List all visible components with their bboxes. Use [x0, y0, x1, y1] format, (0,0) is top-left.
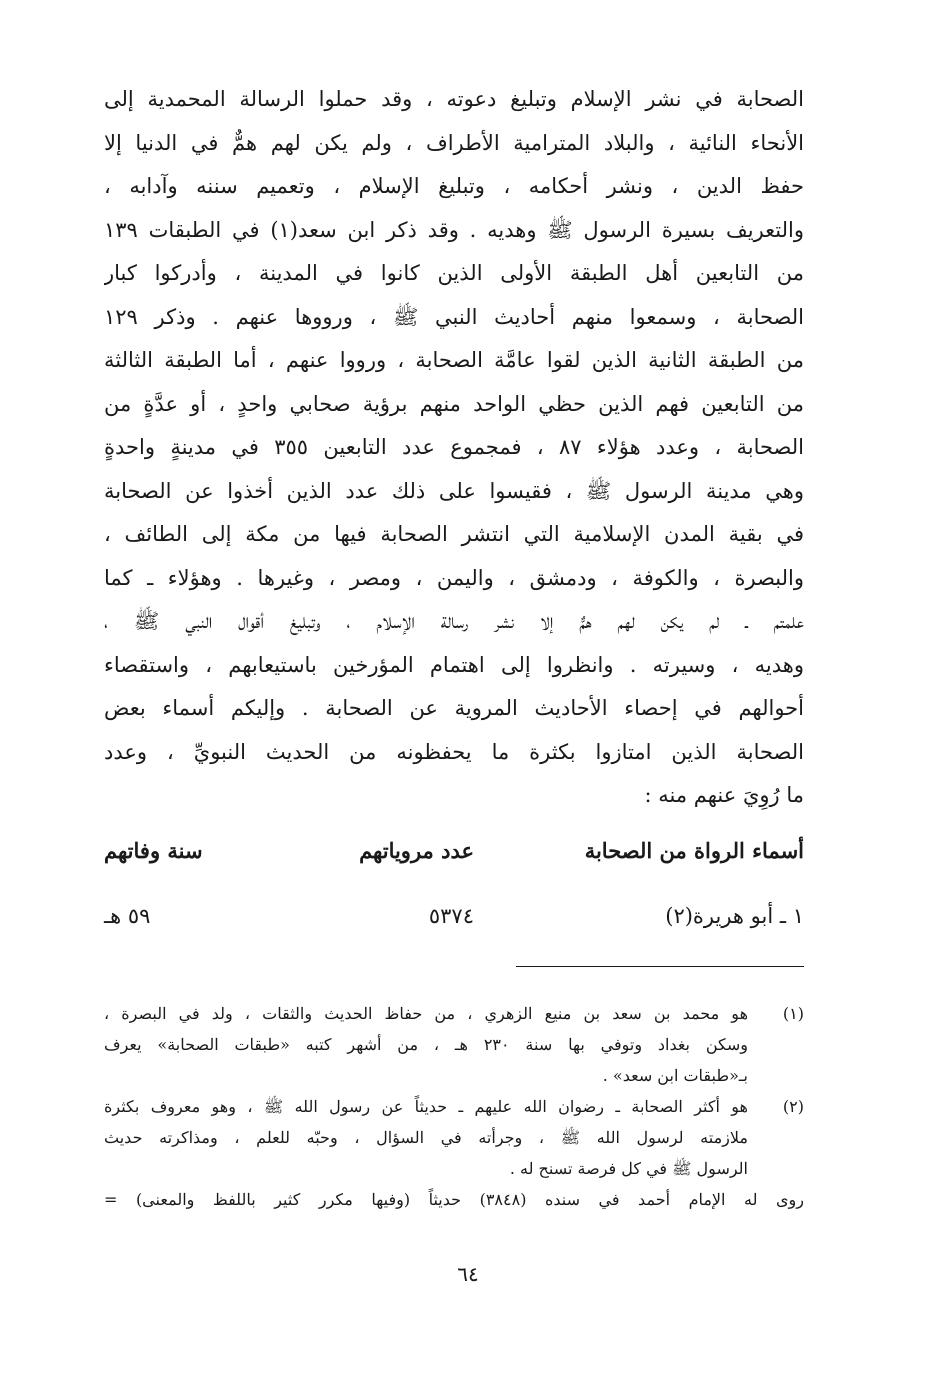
text-line: الصحابة في نشر الإسلام وتبليغ دعوته ، وقد حملوا الرسالة المحمدية إلى [104, 87, 804, 111]
footnote-line: هو محمد بن سعد بن منيع الزهري ، من حفاظ الحديث والثقات ، ولد في البصرة ، [104, 1004, 748, 1023]
text-line: والتعريف بسيرة الرسول ﷺ وهديه . وقد ذكر ابن سعد(١) في الطبقات ١٣٩ [104, 217, 804, 242]
text-line: الصحابة ، وعدد هؤلاء ٨٧ ، فمجموع عدد التابعين ٣٥٥ في مدينةٍ واحدةٍ [104, 435, 804, 459]
text-line: الصحابة الذين امتازوا بكثرة ما يحفظونه من الحديث النبويِّ ، وعدد [104, 739, 804, 764]
footnote-line: الرسول ﷺ في كل فرصة تسنح له . [509, 1159, 748, 1178]
footnote-line: بـ«طبقات ابن سعد» . [602, 1066, 748, 1085]
text-line: علمتم ـ لم يكن لهم همٌّ إلا نشر رسالة الإسلام ، وتبليغ أقوال النبي ﷺ ، [104, 609, 804, 633]
footnote-continuation: روى له الإمام أحمد في سنده (٣٨٤٨) حديثاً (وفيها مكرر كثير باللفظ والمعنى) = [104, 1190, 804, 1209]
narration-count: ٥٣٧٤ [428, 904, 474, 928]
footnote-line: ملازمته لرسول الله ﷺ ، وجرأته في السؤال ، وحبّه للعلم ، ومذاكرته حديث [104, 1128, 748, 1147]
header-narration-count: عدد مروياتهم [359, 838, 474, 863]
text-line: وهديه ، وسيرته . وانظروا إلى اهتمام المؤرخين باستيعابهم ، واستقصاء [104, 652, 804, 677]
body-paragraph [104, 78, 804, 818]
text-line: في بقية المدن الإسلامية التي انتشر الصحابة فيها من مكة إلى الطائف ، [104, 522, 804, 546]
text-line: من التابعين فهم الذين حظي الواحد منهم برؤية صحابي واحدٍ ، أو عدَّةٍ من [104, 391, 804, 416]
table-row [104, 904, 804, 948]
death-year: ٥٩ هـ [104, 904, 151, 928]
footnote-2 [104, 1091, 804, 1184]
narrators-table-header [104, 838, 804, 882]
header-death-year: سنة وفاتهم [104, 838, 203, 863]
footnote-1 [104, 998, 804, 1091]
header-narrator-names: أسماء الرواة من الصحابة [584, 838, 804, 863]
text-line: أحوالهم في إحصاء الأحاديث المروية عن الصحابة . وإليكم أسماء بعض [104, 696, 804, 720]
footnote-line: هو أكثر الصحابة ـ رضوان الله عليهم ـ حديثاً عن رسول الله ﷺ ، وهو معروف بكثرة [104, 1097, 748, 1116]
narrator-name: ١ ـ أبو هريرة(٢) [665, 904, 804, 928]
footnotes [104, 998, 804, 1215]
text-line: ما رُوِيَ عنهم منه : [644, 783, 804, 807]
footnote-number: (٢) [782, 1097, 804, 1116]
text-line: والبصرة ، والكوفة ، ودمشق ، واليمن ، ومصر ، وغيرها . وهؤلاء ـ كما [104, 565, 804, 590]
text-line: من الطبقة الثانية الذين لقوا عامَّة الصحابة ، ورووا عنهم ، أما الطبقة الثالثة [104, 348, 804, 372]
footnote-number: (١) [782, 1004, 804, 1023]
text-line: من التابعين أهل الطبقة الأولى الذين كانوا في المدينة ، وأدركوا كبار [104, 261, 804, 285]
text-line: حفظ الدين ، ونشر أحكامه ، وتبليغ الإسلام ، وتعميم سننه وآدابه ، [104, 174, 804, 198]
footnote-line: وسكن بغداد وتوفي بها سنة ٢٣٠ هـ ، من أشهر كتبه «طبقات الصحابة» يعرف [104, 1035, 748, 1054]
text-line: الصحابة ، وسمعوا منهم أحاديث النبي ﷺ ، ورووها عنهم . وذكر ١٢٩ [104, 304, 804, 329]
page-number: ٦٤ [457, 1262, 479, 1286]
footnote-separator [516, 966, 804, 967]
text-line: الأنحاء النائية ، والبلاد المترامية الأطراف ، ولم يكن لهم همٌّ في الدنيا إلا [104, 130, 804, 155]
text-line: وهي مدينة الرسول ﷺ ، فقيسوا على ذلك عدد الذين أخذوا عن الصحابة [104, 478, 804, 503]
